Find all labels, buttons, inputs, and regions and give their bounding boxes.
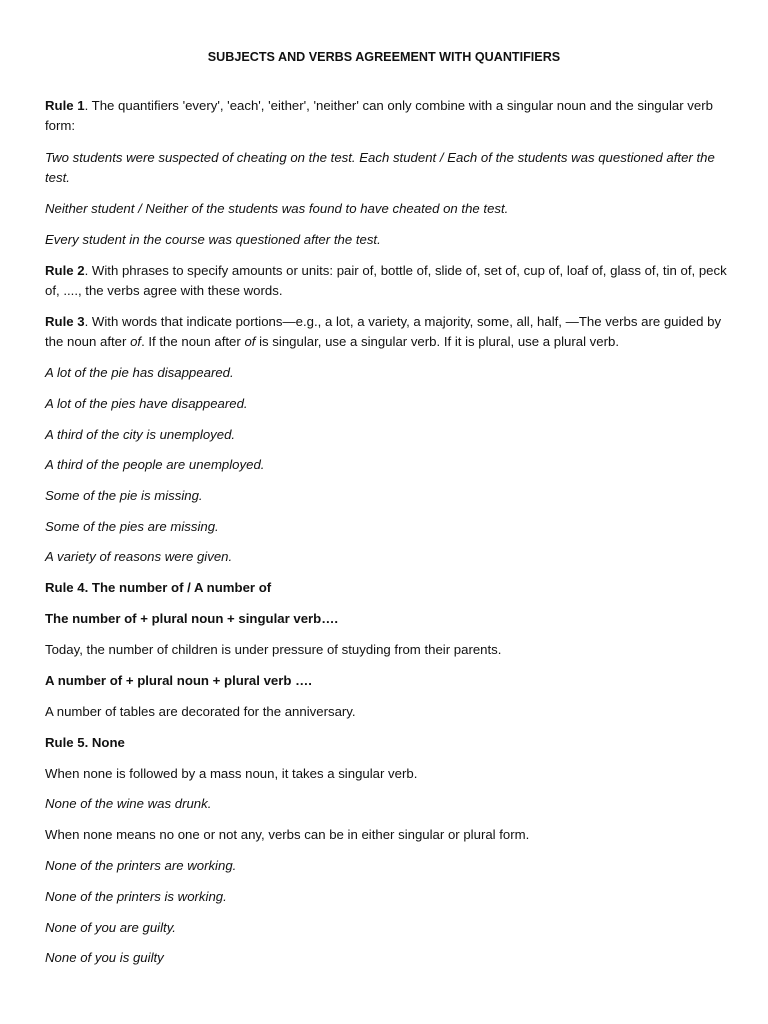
rule-3-text-b: . If the noun after — [141, 334, 245, 349]
rule-3-example-1: A lot of the pie has disappeared. — [45, 365, 234, 380]
rule-4-formula-1: The number of + plural noun + singular verb…. — [45, 611, 339, 626]
rule-3-of-1: of — [130, 334, 142, 349]
rule-1-paragraph — [45, 96, 727, 136]
rule-5-mass-text: When none is followed by a mass noun, it takes a singular verb. — [45, 766, 418, 781]
rule-1-example-3: Every student in the course was questioned after the test. — [45, 232, 381, 247]
rule-5-example-3: None of you are guilty. — [45, 920, 176, 935]
rule-4-formula-2: A number of + plural noun + plural verb …. — [45, 673, 312, 688]
rule-3-text-a: . With words that indicate portions—e.g., a lot, a variety, a majority, some, all, half, —The verbs are guided by the noun after — [45, 314, 722, 349]
rule-5-mass-example: None of the wine was drunk. — [45, 796, 212, 811]
rule-3-example-5: Some of the pie is missing. — [45, 488, 203, 503]
rule-2-paragraph — [45, 261, 727, 301]
rule-1-label: Rule 1 — [45, 98, 85, 113]
document-title: SUBJECTS AND VERBS AGREEMENT WITH QUANTIFIERS — [207, 50, 561, 64]
rule-1-example-2: Neither student / Neither of the students was found to have cheated on the test. — [45, 201, 509, 216]
rule-5-example-4: None of you is guilty — [45, 950, 164, 965]
rule-4-example-2: A number of tables are decorated for the anniversary. — [45, 704, 356, 719]
rule-5-any-text: When none means no one or not any, verbs can be in either singular or plural form. — [45, 827, 530, 842]
rule-3-example-3: A third of the city is unemployed. — [45, 427, 236, 442]
rule-3-example-4: A third of the people are unemployed. — [45, 457, 265, 472]
rule-4-example-1: Today, the number of children is under pressure of stuyding from their parents. — [45, 642, 502, 657]
rule-5-heading: Rule 5. None — [45, 735, 125, 750]
rule-3-of-2: of — [244, 334, 256, 349]
rule-1-text: . The quantifiers 'every', 'each', 'either', 'neither' can only combine with a singular noun and the singular verb form: — [45, 98, 713, 133]
rule-3-example-2: A lot of the pies have disappeared. — [45, 396, 248, 411]
rule-2-label: Rule 2 — [45, 263, 85, 278]
rule-2-text: . With phrases to specify amounts or units: pair of, bottle of, slide of, set of, cup of, loaf of, glass of, tin of, peck of, ...., the verbs agree with these words. — [45, 263, 727, 298]
rule-4-heading: Rule 4. The number of / A number of — [45, 580, 272, 595]
rule-3-example-6: Some of the pies are missing. — [45, 519, 219, 534]
rule-3-example-7: A variety of reasons were given. — [45, 549, 233, 564]
rule-3-text-c: is singular, use a singular verb. If it is plural, use a plural verb. — [255, 334, 620, 349]
rule-5-example-1: None of the printers are working. — [45, 858, 237, 873]
rule-1-example-1: Two students were suspected of cheating on the test. Each student / Each of the students was questioned after the test. — [45, 150, 715, 185]
rule-5-example-2: None of the printers is working. — [45, 889, 227, 904]
rule-3-label: Rule 3 — [45, 314, 85, 329]
rule-3-paragraph — [45, 312, 727, 352]
